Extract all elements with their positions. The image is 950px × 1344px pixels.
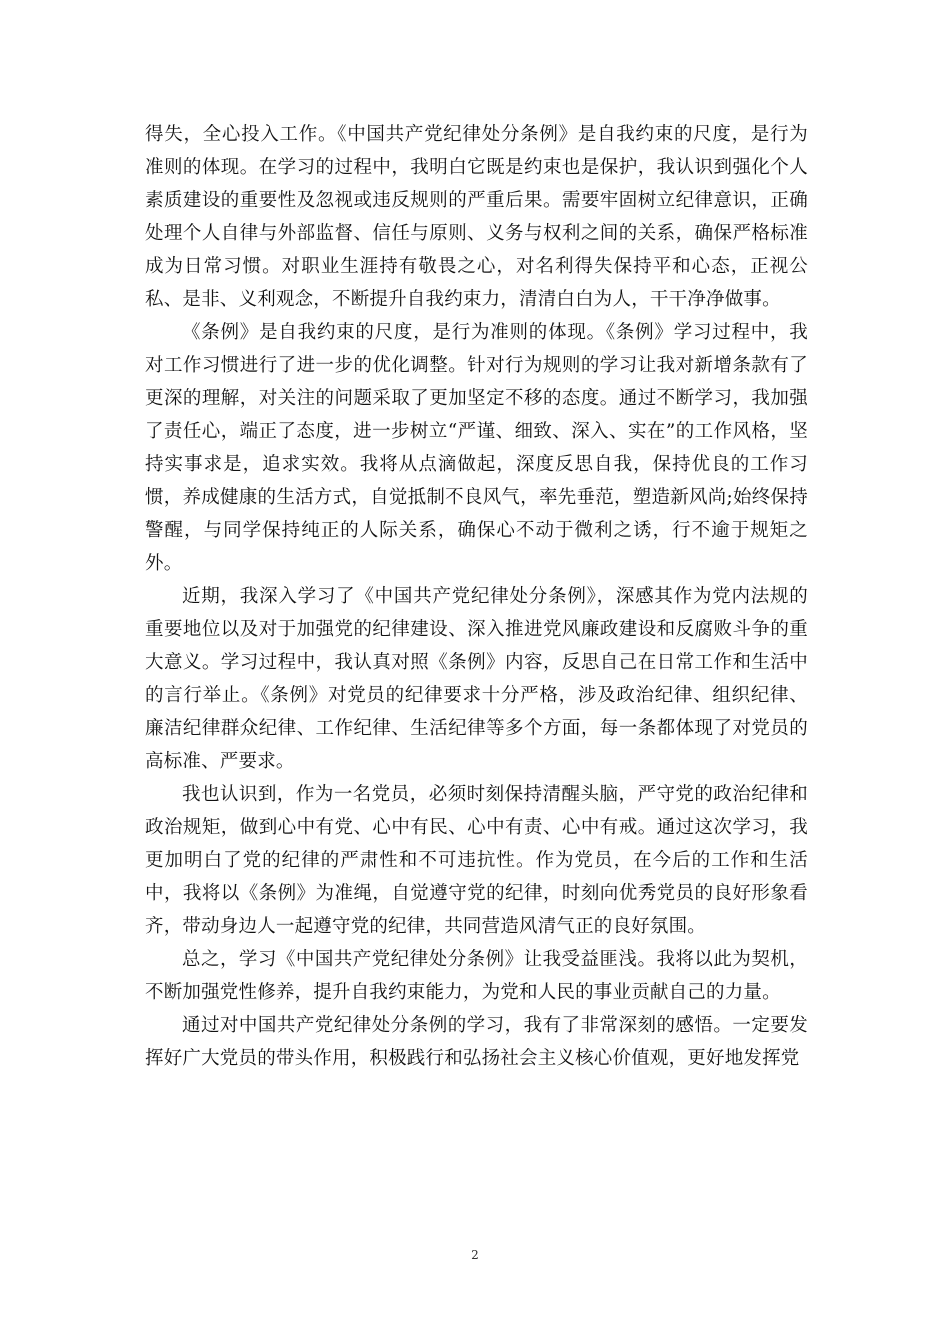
paragraph-2: 《条例》是自我约束的尺度，是行为准则的体现。《条例》学习过程中，我对工作习惯进行了进一步的优化调整。针对行为规则的学习让我对新增条款有了更深的理解，对关注的问题采取了更加坚定不移的态度。通过不断学习，我加强了责任心，端正了态度，进一步树立“严谨、细致、深入、实在”的工作风格，坚持实事求是，追求实效。我将从点滴做起，深度反思自我，保持优良的工作习惯，养成健康的生活方式，自觉抵制不良风气，率先垂范，塑造新风尚;始终保持警醒，与同学保持纯正的人际关系，确保心不动于微利之诱，行不逾于规矩之外。 <box>145 322 808 574</box>
page-number: 2 <box>471 1248 479 1262</box>
paragraph-1: 得失，全心投入工作。《中国共产党纪律处分条例》是自我约束的尺度，是行为准则的体现。在学习的过程中，我明白它既是约束也是保护，我认识到强化个人素质建设的重要性及忽视或违反规则的严重后果。需要牢固树立纪律意识，正确处理个人自律与外部监督、信任与原则、义务与权利之间的关系，确保严格标准成为日常习惯。对职业生涯持有敬畏之心，对名利得失保持平和心态，正视公私、是非、义利观念，不断提升自我约束力，清清白白为人，干干净净做事。 <box>145 124 808 310</box>
paragraph-6: 通过对中国共产党纪律处分条例的学习，我有了非常深刻的感悟。一定要发挥好广大党员的带头作用，积极践行和弘扬社会主义核心价值观，更好地发挥党 <box>145 1015 808 1069</box>
document-body <box>145 118 808 1075</box>
paragraph-3: 近期，我深入学习了《中国共产党纪律处分条例》，深感其作为党内法规的重要地位以及对于加强党的纪律建设、深入推进党风廉政建设和反腐败斗争的重大意义。学习过程中，我认真对照《条例》内容，反思自己在日常工作和生活中的言行举止。《条例》对党员的纪律要求十分严格，涉及政治纪律、组织纪律、廉洁纪律群众纪律、工作纪律、生活纪律等多个方面，每一条都体现了对党员的高标准、严要求。 <box>145 586 808 772</box>
paragraph-4: 我也认识到，作为一名党员，必须时刻保持清醒头脑，严守党的政治纪律和政治规矩，做到心中有党、心中有民、心中有责、心中有戒。通过这次学习，我更加明白了党的纪律的严肃性和不可违抗性。作为党员，在今后的工作和生活中，我将以《条例》为准绳，自觉遵守党的纪律，时刻向优秀党员的良好形象看齐，带动身边人一起遵守党的纪律，共同营造风清气正的良好氛围。 <box>145 784 808 937</box>
paragraph-5: 总之，学习《中国共产党纪律处分条例》让我受益匪浅。我将以此为契机，不断加强党性修养，提升自我约束能力，为党和人民的事业贡献自己的力量。 <box>145 949 808 1003</box>
